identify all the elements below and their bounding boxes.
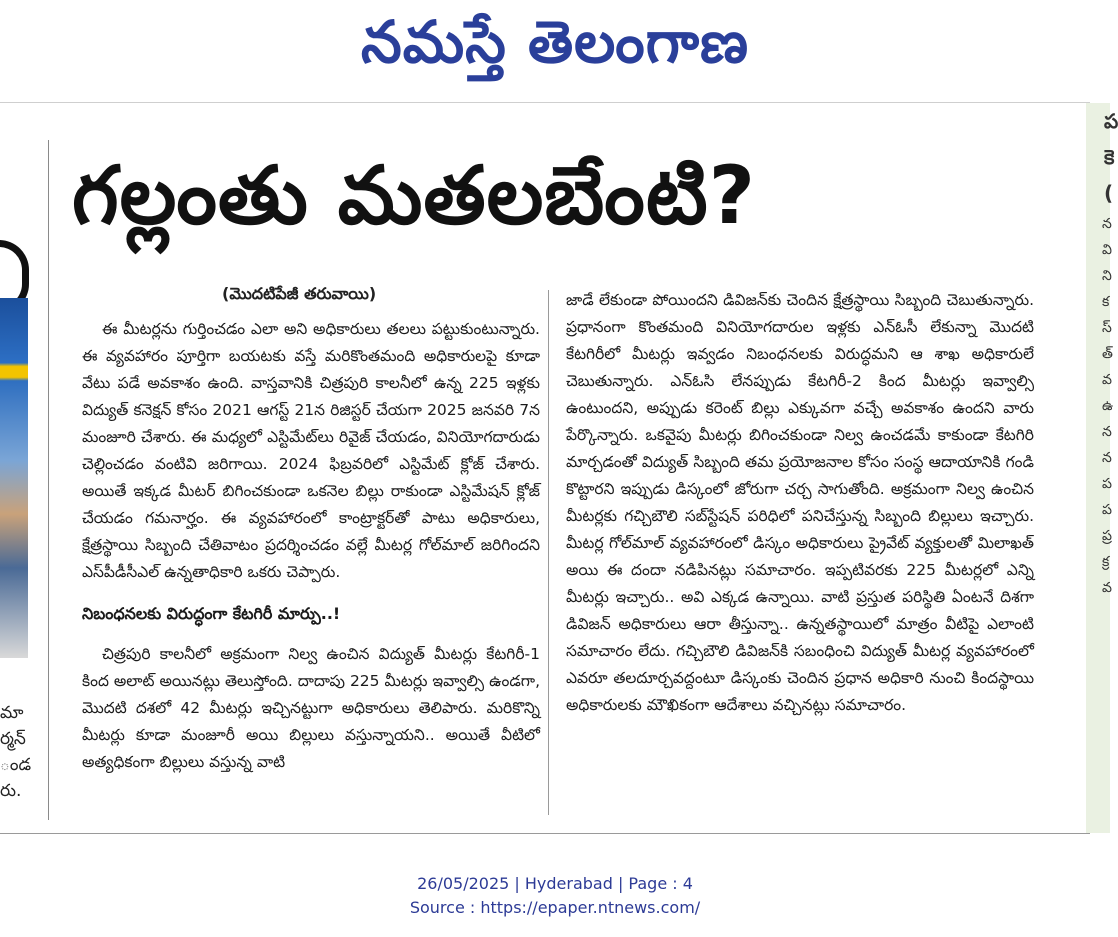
right-fragment-line: న <box>1102 216 1112 232</box>
newspaper-logo: నమస్తే తెలంగాణ <box>361 8 749 76</box>
right-fragment-line: ప <box>1102 502 1112 518</box>
source-link[interactable]: Source : https://epaper.ntnews.com/ <box>409 898 701 917</box>
article-paragraph: చిత్రపురి కాలనీలో అక్రమంగా నిల్వ ఉంచిన విద్యుత్ మీటర్లు కేటగిరీ-1 కింద అలాట్ అయినట్లు తెలుస్తోంది. దాదాపు 225 మీటర్లు ఇవ్వాల్సి ఉండగా, మొదటి దశలో 42 మీటర్లు ఇచ్చినట్టుగా అధికారులు తెలిపారు. మరికొన్ని మీటర్లు కూడా మంజూరీ అయి బిల్లులు వస్తున్నాయని.. అయితే వీటిలో అత్యధికంగా బిల్లులు వస్తున్న వాటి <box>82 645 540 771</box>
article-column-1 <box>82 316 540 776</box>
left-fragment-line: ర్మన్ <box>0 729 26 749</box>
right-fragment-line: ప <box>1104 109 1118 133</box>
right-fragment-line: క <box>1102 294 1110 310</box>
right-fragment-line: ( <box>1104 181 1114 205</box>
article-subheading: నిబంధనలకు విరుద్ధంగా కేటగిరీ మార్పు..! <box>82 604 341 623</box>
left-fragment-line: మా <box>0 703 24 723</box>
right-fragment-line: స్ <box>1102 320 1112 336</box>
right-fragment-line: వ <box>1102 580 1112 596</box>
right-fragment-line: వ <box>1102 372 1112 388</box>
left-text-fragment <box>0 700 46 804</box>
left-fragment-line: రు. <box>0 781 22 801</box>
right-column-fragment <box>1086 103 1118 833</box>
right-fragment-line: ప <box>1102 476 1112 492</box>
right-fragment-line: న <box>1102 450 1112 466</box>
article-paragraph: జాడే లేకుండా పోయిందని డివిజన్‌కు చెందిన క్షేత్రస్థాయి సిబ్బంది చెబుతున్నారు. ప్రధానంగా కొంతమంది వినియోగదారుల ఇళ్లకు ఎన్ఓసీ లేకున్నా మొదటి కేటగిరీలో మీటర్లు ఇవ్వడం నిబంధనలకు విరుద్ధమని ఆ శాఖ అధికారులే చెబుతున్నారు. ఎన్ఓసి లేనప్పుడు కేటగిరీ-2 కింద మీటర్లు ఇవ్వాల్సి ఉంటుందని, అప్పుడు కరెంట్ బిల్లు ఎక్కువగా వచ్చే అవకాశం ఉందని వారు పేర్కొన్నారు. ఒకవైపు మీటర్లు బిగించకుండా నిల్వ ఉంచడమే కాకుండా కేటగిరి మార్చడంతో విద్యుత్ సిబ్బంది తమ ప్రయోజనాల కోసం సంస్థ ఆదాయానికి గండి కొట్టారని ఇప్పుడు డిస్కంలో జోరుగా చర్చ సాగుతోంది. అక్రమంగా నిల్వ ఉంచిన మీటర్లకు గచ్చిబౌలి సబ్‌స్టేషన్ పరిధిలో పనిచేస్తున్న సిబ్బంది బిల్లులు ఇచ్చారు. మీటర్ల గోల్‌మాల్ వ్యవహారంలో డిస్కం అధికారులు ప్రైవేట్ వ్యక్తులతో మిలాఖత్ అయి ఈ దందా నడిపినట్లు సమాచారం. ఇప్పటివరకు 225 మీటర్లలో ఎన్ని మీటర్లు ఇచ్చారు.. అవి ఎక్కడ ఉన్నాయి. వాటి ప్రస్తుత పరిస్థితి ఏంటనే దిశగా డివిజన్ అధికారులు ఆరా తీస్తున్నా.. ఉన్నతస్థాయిలో మాత్రం వీటిపై ఎలాంటి సమాచారం లేదు. గచ్చిబౌలి డివిజన్‌కి సబంధించి విద్యుత్ మీటర్ల వ్యవహారంలో ఎవరూ తలదూర్చవద్దంటూ డిస్కంకు చెందిన ప్రధాన అధికారి నుంచి కిందస్థాయి అధికారులకు మౌఖికంగా ఆదేశాలు వచ్చినట్లు సమాచారం. <box>566 291 1034 714</box>
article-headline: గల్లంతు మతలబేంటి? <box>72 149 757 242</box>
masthead <box>0 0 1110 88</box>
left-column-fragment <box>0 100 46 835</box>
right-fragment-line: త్ <box>1102 346 1113 362</box>
page-footer <box>0 872 1110 920</box>
cropped-photo <box>0 298 28 658</box>
continuation-note: (మొదటిపేజీ తరువాయి) <box>222 284 377 303</box>
right-fragment-line: ఉ <box>1102 398 1114 414</box>
right-fragment-line: కె <box>1104 145 1115 169</box>
right-fragment-line: క్ర <box>1102 554 1110 570</box>
top-divider <box>0 102 1090 103</box>
right-fragment-line: న <box>1102 424 1112 440</box>
bottom-divider <box>0 833 1090 834</box>
column-divider-middle <box>548 290 549 815</box>
left-fragment-line: ండ <box>0 755 32 775</box>
article-column-2 <box>566 287 1034 719</box>
edition-info: 26/05/2025 | Hyderabad | Page : 4 <box>417 874 693 893</box>
right-fragment-line: ని <box>1102 268 1112 284</box>
right-fragment-line: వి <box>1102 242 1112 258</box>
right-fragment-line: ప్ర <box>1102 528 1112 544</box>
article-paragraph: ఈ మీటర్లను గుర్తించడం ఎలా అని అధికారులు తలలు పట్టుకుంటున్నారు. ఈ వ్యవహారం పూర్తిగా బయటకు వస్తే మరికొంతమంది అధికారులపై కూడా వేటు పడే అవకాశం ఉంది. వాస్తవానికి చిత్రపురి కాలనీలో ఉన్న 225 ఇళ్లకు విద్యుత్ కనెక్షన్ కోసం 2021 ఆగస్ట్ 21న రిజిస్టర్ చేయగా 2025 జనవరి 7న మంజూరి చేశారు. ఈ మధ్యలో ఎస్టిమేట్‌లు రివైజ్ చేయడం, వినియోగదారుడు చెల్లించడం వంటివి జరిగాయి. 2024 ఫిబ్రవరిలో ఎస్టిమేట్ క్లోజ్ చేశారు. అయితే ఇక్కడ మీటర్ బిగించకుండా ఒకనెల బిల్లు రాకుండా ఎస్టిమేషన్ క్లోజ్ చేయడం గమనార్హం. ఈ వ్యవహారంలో కాంట్రాక్టర్‌తో పాటు అధికారులు, క్షేత్రస్థాయి సిబ్బంది చేతివాటం ప్రదర్శించడం వల్లే మీటర్ల గోల్‌మాల్ జరిగిందని ఎస్‌పీడీసీఎల్ ఉన్నతాధికారి ఒకరు చెప్పారు. <box>82 320 540 581</box>
column-divider-left <box>48 140 49 820</box>
